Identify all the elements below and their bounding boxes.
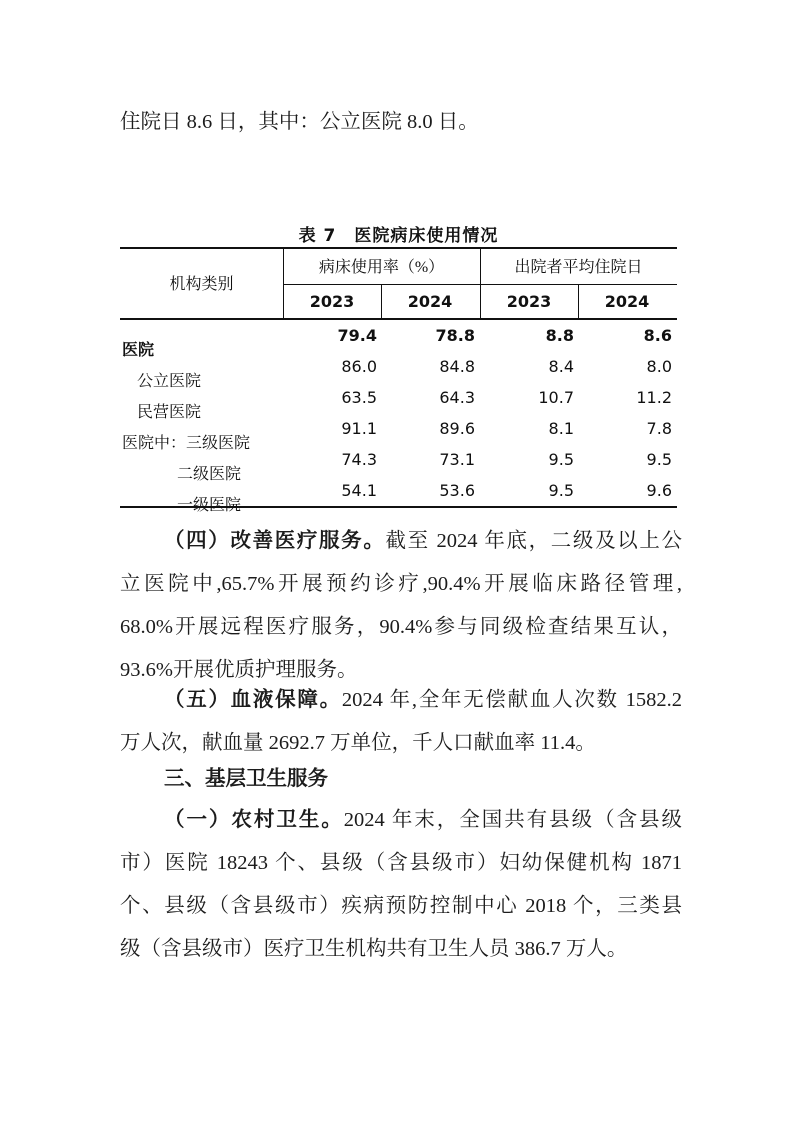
cell-value: 89.6 [439,419,475,438]
cell-value: 8.4 [548,357,574,376]
cell-value: 84.8 [439,357,475,376]
text-line [120,885,682,928]
text-segment: 2024 年,全年无偿献血人次数 1582.2 [341,689,683,711]
column-header-year: 2024 [604,291,650,311]
cell-value: 9.5 [548,450,574,469]
row-label: 一级医院 [177,497,242,514]
text-line [120,606,682,649]
row-label: 公立医院 [137,373,202,390]
row-label: 医院 [122,342,155,359]
text-segment: （四）改善医疗服务。 [164,530,386,552]
cell-value: 74.3 [341,450,377,469]
table-row [120,413,677,452]
text-segment: 级（含县级市）医疗卫生机构共有卫生人员 386.7 万人。 [120,938,628,960]
text-segment: 住院日 8.6 日，其中：公立医院 8.0 日。 [120,111,479,133]
paragraph-blood-supply [120,679,682,765]
paragraph-rural-health [120,799,682,971]
paragraph-improve-services [120,520,682,692]
text-segment: 68.0%开展远程医疗服务，90.4%参与同级检查结果互认， [120,616,682,638]
cell-value: 9.6 [646,481,672,500]
table-row [120,444,677,483]
text-segment: 万人次，献血量 2692.7 万单位，千人口献血率 11.4。 [120,732,596,754]
text-line [120,757,682,800]
text-segment: 三、基层卫生服务 [164,766,328,790]
text-line [120,679,682,722]
table-row [120,351,677,390]
text-segment: （一）农村卫生。 [164,809,344,831]
cell-value: 8.8 [545,326,574,345]
text-line [120,563,682,606]
table-row [120,475,677,514]
row-label: 民营医院 [137,404,202,421]
row-label: 二级医院 [177,466,242,483]
row-label: 医院中：三级医院 [122,435,251,452]
cell-value: 8.0 [646,357,672,376]
cell-value: 64.3 [439,388,475,407]
text-segment: 市）医院 18243 个、县级（含县级市）妇幼保健机构 1871 [120,852,682,874]
section-heading-basic-health [120,757,682,800]
cell-value: 54.1 [341,481,377,500]
text-line [120,842,682,885]
text-segment: 93.6%开展优质护理服务。 [120,659,358,681]
cell-value: 79.4 [337,326,377,345]
cell-value: 86.0 [341,357,377,376]
text-segment: 2024 年末，全国共有县级（含县级 [343,809,683,831]
bed-usage-table [120,247,677,514]
text-line [120,928,682,971]
text-line [120,799,682,842]
cell-value: 7.8 [646,419,672,438]
cell-value: 91.1 [341,419,377,438]
column-header-year: 2023 [506,291,552,311]
column-group-bed-usage-rate: 病床使用率（%） [318,259,445,276]
text-line [120,520,682,563]
column-header-org-type: 机构类别 [169,276,234,293]
cell-value: 53.6 [439,481,475,500]
cell-value: 9.5 [548,481,574,500]
column-group-avg-stay: 出院者平均住院日 [514,259,643,276]
text-segment: 个、县级（含县级市）疾病预防控制中心 2018 个，三类县 [120,895,682,917]
column-header-year: 2024 [407,291,453,311]
table-body [120,320,677,514]
cell-value: 11.2 [636,388,672,407]
text-segment: （五）血液保障。 [164,689,342,711]
cell-value: 9.5 [646,450,672,469]
text-line [120,101,682,144]
cell-value: 10.7 [538,388,574,407]
cell-value: 78.8 [435,326,475,345]
table-row [120,320,677,359]
text-segment: 立医院中,65.7%开展预约诊疗,90.4%开展临床路径管理, [120,573,682,595]
cell-value: 8.1 [548,419,574,438]
cell-value: 73.1 [439,450,475,469]
column-header-year: 2023 [309,291,355,311]
cell-value: 63.5 [341,388,377,407]
table-row [120,382,677,421]
paragraph-continuation [120,101,682,144]
cell-value: 8.6 [643,326,672,345]
text-segment: 截至 2024 年底，二级及以上公 [385,530,683,552]
table-title: 表 7 医院病床使用情况 [298,226,499,246]
